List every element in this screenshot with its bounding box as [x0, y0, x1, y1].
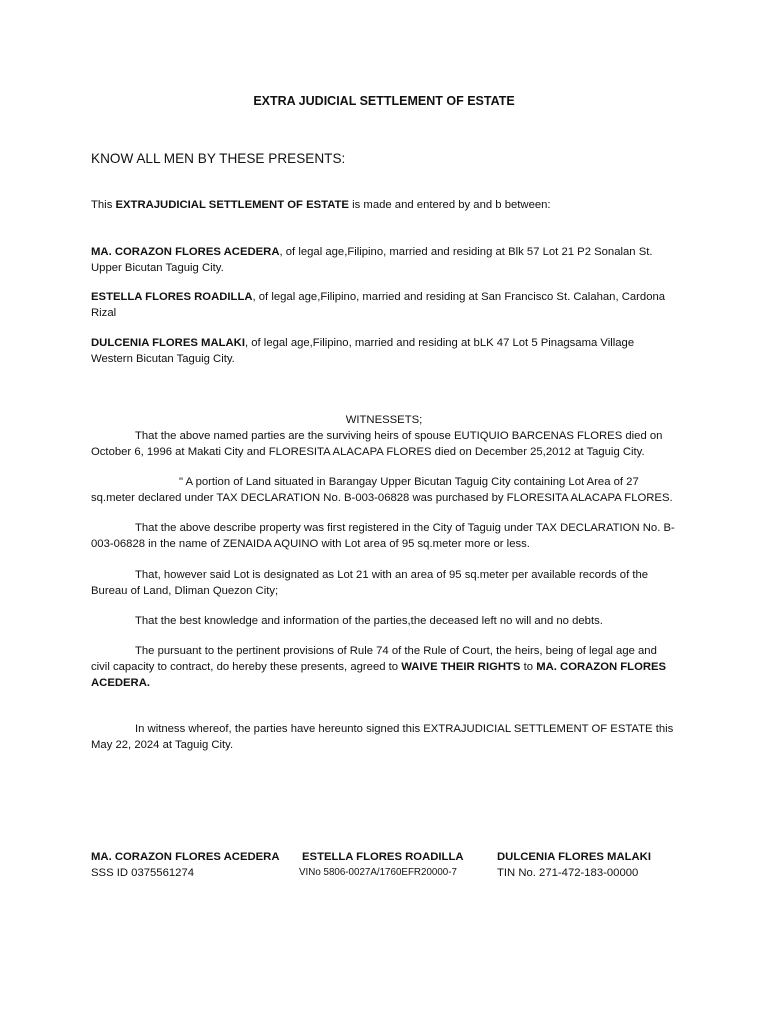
document-title: EXTRA JUDICIAL SETTLEMENT OF ESTATE [253, 94, 515, 108]
clause-heirs-text: That the above named parties are the surviving heirs of spouse EUTIQUIO BARCENAS FLORES died on October 6, 1996 at Makati City and FLORESITA ALACAPA FLORES died on December 25,2012 at Taguig City. [91, 430, 663, 458]
greeting: KNOW ALL MEN BY THESE PRESENTS: [91, 151, 346, 166]
signatory-2-name: ESTELLA FLORES ROADILLA [302, 851, 464, 863]
intro-paragraph [91, 197, 683, 213]
party-1-details: , of legal age,Filipino, married and residing at Blk 57 Lot 21 P2 Sonalan St. Upper Bicutan Taguig City. [91, 246, 653, 274]
clause-lot-text: That, however said Lot is designated as Lot 21 with an area of 95 sq.meter per available records of the Bureau of Land, Dliman Quezon City; [91, 569, 649, 597]
signatory-3-name: DULCENIA FLORES MALAKI [497, 851, 651, 863]
clause-registered [91, 520, 677, 552]
clause-witness-whereof [91, 721, 683, 753]
clause-waive-pre: The pursuant to the pertinent provisions of Rule 74 of the Rule of Court, the heirs, being of legal age and civil capacity to contract, do hereby these presents, agreed to [91, 645, 657, 673]
clause-heirs [91, 428, 677, 460]
clause-no-will-text: That the best knowledge and information of the parties,the deceased left no will and no debts. [135, 615, 603, 627]
intro-post: is made and entered by and b between: [348, 199, 551, 211]
signatory-3-id: TIN No. 271-472-183-00000 [497, 867, 639, 879]
party-2 [91, 289, 683, 321]
clause-no-will [91, 613, 683, 629]
intro-pre: This [91, 199, 116, 211]
clause-waive-bold: WAIVE THEIR RIGHTS [401, 661, 521, 673]
signatory-2-id: VINo 5806-0027A/1760EFR20000-7 [299, 867, 457, 878]
party-2-name: ESTELLA FLORES ROADILLA [91, 291, 253, 303]
clause-witness-whereof-text: In witness whereof, the parties have hereunto signed this EXTRAJUDICIAL SETTLEMENT OF ESTATE this May 22, 2024 at Taguig City. [91, 723, 674, 751]
witnesseth-heading: WITNESSETS; [345, 414, 423, 426]
signatory-1 [91, 849, 280, 881]
party-1-name: MA. CORAZON FLORES ACEDERA [91, 246, 280, 258]
party-3 [91, 335, 651, 367]
party-2-details: , of legal age,Filipino, married and residing at San Francisco St. Calahan, Cardona Rizal [91, 291, 666, 319]
clause-registered-text: That the above describe property was first registered in the City of Taguig under TAX DECLARATION No. B-003-06828 in the name of ZENAIDA AQUINO with Lot area of 95 sq.meter more or less. [91, 522, 675, 550]
clause-waive-name: MA. CORAZON FLORES ACEDERA. [91, 661, 667, 689]
signatory-2 [299, 849, 464, 881]
clause-land-text: " A portion of Land situated in Barangay Upper Bicutan Taguig City containing Lot Area of 27 sq.meter declared under TAX DECLARATION No. B-003-06828 was purchased by FLORESITA ALACAPA FLORES. [91, 476, 673, 504]
clause-waive [91, 643, 675, 691]
party-1 [91, 244, 683, 276]
intro-bold: EXTRAJUDICIAL SETTLEMENT OF ESTATE [115, 199, 349, 211]
signatory-1-name: MA. CORAZON FLORES ACEDERA [91, 851, 280, 863]
clause-waive-mid: to [520, 661, 537, 673]
signatory-3 [497, 849, 651, 881]
clause-lot [91, 567, 665, 599]
clause-land [91, 474, 683, 506]
party-3-details: , of legal age,Filipino, married and residing at bLK 47 Lot 5 Pinagsama Village Western Bicutan Taguig City. [91, 337, 635, 365]
party-3-name: DULCENIA FLORES MALAKI [91, 337, 245, 349]
signatory-1-id: SSS ID 0375561274 [91, 867, 195, 879]
